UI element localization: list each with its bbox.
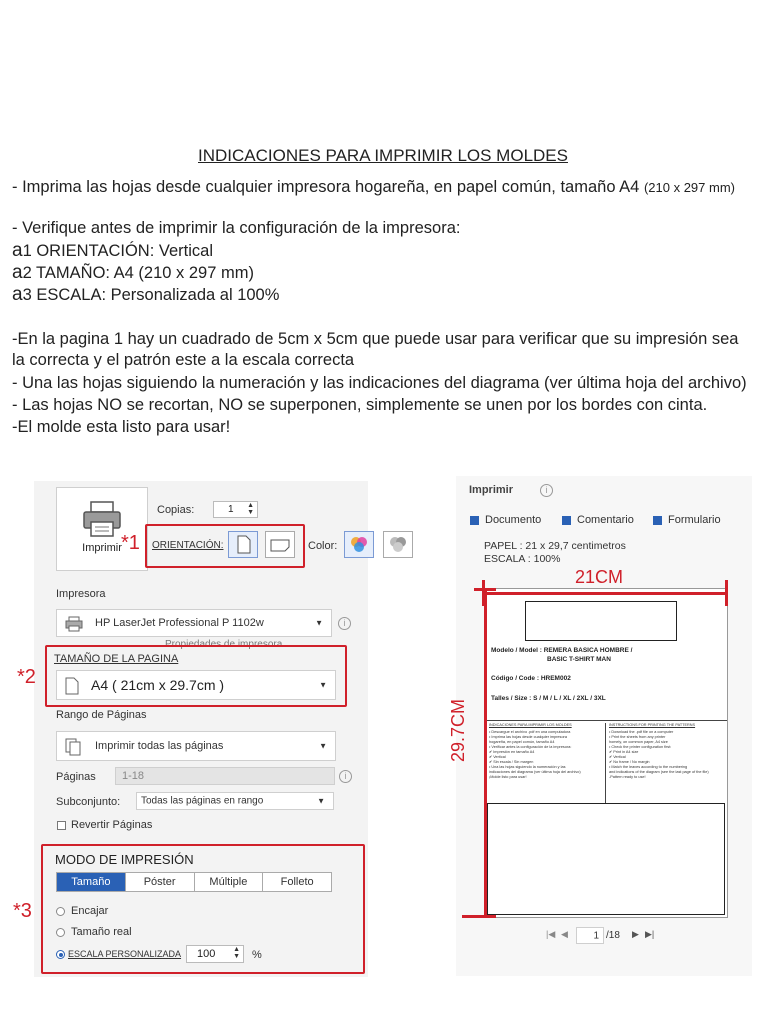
setting-a1-prefix: a — [12, 240, 23, 261]
width-label: 21CM — [575, 567, 624, 587]
en-line: • Download the .pdf file on a computer — [609, 730, 674, 734]
setting-a3 — [12, 284, 279, 306]
page-size-value: A4 ( 21cm x 29.7cm ) — [91, 677, 225, 693]
es-line: ✔ Vertical — [489, 755, 506, 759]
printer-select[interactable] — [56, 609, 332, 637]
print-button[interactable] — [56, 487, 148, 571]
es-heading — [489, 723, 572, 728]
pages-input[interactable] — [115, 767, 335, 785]
custom-scale-stepper[interactable] — [186, 945, 244, 963]
calibration-square — [525, 601, 677, 641]
page-range-select[interactable] — [56, 731, 336, 761]
document-title: INDICACIONES PARA IMPRIMIR LOS MOLDES — [198, 146, 568, 165]
form-checkbox[interactable] — [653, 516, 662, 525]
es-line: ¡Molde listo para usar! — [489, 775, 527, 779]
setting-a2-prefix: a — [12, 262, 23, 283]
es-line: ✔ Impresión en tamaño A4 — [489, 750, 535, 754]
model-line-2: BASIC T-SHIRT MAN — [547, 656, 611, 663]
paragraph-1a: -En la pagina 1 hay un cuadrado de 5cm x 5cm que puede usar para verificar que su impresión sea — [12, 330, 739, 348]
es-line: • Imprima las hojas desde cualquier impresora — [489, 735, 567, 739]
page-range-value: Imprimir todas las páginas — [95, 740, 224, 752]
printer-properties-link[interactable]: Propiedades de impresora — [165, 639, 283, 650]
setting-a1 — [12, 240, 213, 262]
paper-size-info: PAPEL : 21 x 29,7 centimetros — [484, 540, 626, 552]
paragraph-4: -El molde esta listo para usar! — [12, 418, 231, 436]
tab-poster[interactable]: Póster — [125, 873, 194, 891]
setting-a2 — [12, 262, 254, 284]
printer-select-value: HP LaserJet Professional P 1102w — [95, 617, 264, 629]
copies-value: 1 — [228, 504, 234, 515]
en-line: ✔ Vertical — [609, 755, 626, 759]
es-line: • Verificar antes la configuración de la impresora: — [489, 745, 572, 749]
tab-size[interactable]: Tamaño — [57, 873, 125, 891]
height-label: 29.7CM — [448, 698, 469, 763]
caret-down-icon: ▼ — [319, 680, 327, 690]
grayscale-print-button[interactable] — [383, 531, 413, 558]
copies-stepper[interactable] — [213, 501, 258, 518]
page-total: /18 — [606, 930, 620, 941]
page-preview — [484, 588, 728, 918]
instruction-line-1 — [12, 178, 735, 197]
custom-scale-value: 100 — [197, 948, 216, 960]
stepper-arrows-icon[interactable]: ▲ ▼ — [247, 502, 254, 516]
setting-a1-text: 1 ORIENTACIÓN: Vertical — [22, 242, 213, 260]
section-rule — [485, 720, 727, 721]
printer-label: Impresora — [56, 588, 106, 600]
en-line: • Print the sheets from any printer — [609, 735, 666, 739]
printer-small-icon — [65, 616, 83, 632]
en-line: ✔ Print in A4 size — [609, 750, 639, 754]
en-line: homely, on common paper, A4 size — [609, 740, 668, 744]
print-mode-label: MODO DE IMPRESIÓN — [55, 852, 194, 867]
grayscale-circles-icon — [384, 532, 412, 557]
en-line: and indications of the diagram (see the last page of the file) — [609, 770, 709, 774]
last-page-icon[interactable]: ▶| — [645, 929, 655, 939]
page-icon — [65, 677, 79, 695]
info-icon[interactable]: i — [540, 484, 553, 497]
height-dimension-tick-top — [474, 588, 496, 591]
page-number-value: 1 — [593, 930, 599, 941]
comment-label: Comentario — [577, 514, 634, 526]
portrait-page-icon — [229, 532, 257, 557]
paragraph-1b: la correcta y el patrón este a la escala correcta — [12, 351, 355, 369]
code-line: Código / Code : HREM002 — [491, 675, 571, 682]
printer-icon — [81, 500, 123, 538]
height-dimension-line — [484, 588, 487, 918]
subset-label: Subconjunto: — [56, 796, 121, 808]
setting-a3-text: 3 ESCALA: Personalizada al 100% — [22, 286, 280, 304]
comment-checkbox[interactable] — [562, 516, 571, 525]
print-mode-tabs — [56, 872, 332, 892]
setting-a3-prefix: a — [12, 284, 23, 305]
pages-input-value: 1-18 — [122, 770, 145, 782]
step-2-marker: *2 — [17, 666, 36, 688]
step-3-marker: *3 — [13, 900, 32, 922]
page-size-label: TAMAÑO DE LA PAGINA — [54, 653, 179, 665]
model-line-1: Modelo / Model : REMERA BASICA HOMBRE / — [491, 647, 633, 654]
width-dimension-line — [482, 592, 728, 595]
landscape-orientation-button[interactable] — [265, 531, 295, 558]
es-line: • Descargue el archivo .pdf en una computadora — [489, 730, 571, 734]
pages-label: Páginas — [56, 771, 96, 783]
height-dimension-tick-bottom — [462, 915, 496, 918]
orientation-label: ORIENTACIÓN: — [152, 540, 224, 551]
es-line: • Una las hojas siguiendo la numeración y las — [489, 765, 566, 769]
fit-label: Encajar — [71, 905, 109, 917]
document-checkbox[interactable] — [470, 516, 479, 525]
subset-select[interactable] — [136, 792, 334, 810]
page-range-label: Rango de Páginas — [56, 709, 147, 721]
instruction-line-2: - Verifique antes de imprimir la configuración de la impresora: — [12, 219, 461, 237]
es-line: indicaciones del diagrama (ver última hoja del archivo) — [489, 770, 581, 774]
caret-down-icon: ▼ — [317, 796, 325, 806]
reverse-pages-label: Revertir Páginas — [71, 819, 153, 831]
tab-multiple[interactable]: Múltiple — [194, 873, 263, 891]
prev-page-icon[interactable]: ◀ — [561, 929, 568, 939]
setting-a2-text: 2 TAMAÑO: A4 (210 x 297 mm) — [22, 264, 254, 282]
color-label: Color: — [308, 540, 338, 552]
caret-down-icon: ▼ — [315, 618, 323, 628]
fit-radio[interactable] — [56, 907, 65, 916]
scale-info: ESCALA : 100% — [484, 553, 561, 565]
form-label: Formulario — [668, 514, 721, 526]
custom-scale-label: ESCALA PERSONALIZADA — [68, 949, 182, 959]
actual-size-label: Tamaño real — [71, 926, 132, 938]
en-line: • Check the printer configuration first: — [609, 745, 672, 749]
preview-print-label: Imprimir — [469, 484, 514, 496]
page-number-input[interactable] — [576, 927, 604, 944]
es-line: ✔ Sin escala / Sin margen — [489, 760, 534, 764]
next-page-icon[interactable]: ▶ — [632, 929, 639, 939]
en-heading-text: INSTRUCTIONS FOR PRINTING THE PATTERNS — [609, 723, 696, 727]
actual-size-radio[interactable] — [56, 928, 65, 937]
en-heading — [609, 723, 695, 728]
es-heading-text: INDICACIONES PARA IMPRIMIR LOS MOLDES — [489, 723, 572, 727]
document-label: Documento — [485, 514, 542, 526]
landscape-page-icon — [266, 532, 294, 557]
bottom-frame — [487, 803, 725, 915]
page-size-select[interactable] — [56, 670, 336, 700]
paragraph-2: - Una las hojas siguiendo la numeración y las indicaciones del diagrama (ver última hoja del archivo) — [12, 374, 747, 392]
column-divider — [605, 723, 606, 803]
instruction-line-1-text: - Imprima las hojas desde cualquier impresora hogareña, en papel común, tamaño A4 — [12, 178, 640, 196]
step-1-marker: *1 — [121, 532, 140, 554]
info-icon[interactable]: i — [339, 770, 352, 783]
percent-label: % — [252, 949, 262, 961]
en-line: • Match the leaves according to the numbering — [609, 765, 688, 769]
sizes-line: Talles / Size : S / M / L / XL / 2XL / 3XL — [491, 695, 606, 702]
caret-down-icon: ▼ — [319, 741, 327, 751]
custom-scale-radio[interactable] — [56, 950, 65, 959]
first-page-icon[interactable]: |◀ — [546, 929, 556, 939]
subset-value: Todas las páginas en rango — [141, 795, 264, 807]
info-icon[interactable]: i — [338, 617, 351, 630]
instruction-line-1-size: (210 x 297 mm) — [643, 180, 735, 195]
pages-stack-icon — [65, 738, 83, 756]
width-dimension-tick-right — [725, 580, 728, 606]
tab-booklet[interactable]: Folleto — [262, 873, 331, 891]
stepper-arrows-icon[interactable]: ▲ ▼ — [233, 946, 240, 960]
en-line: ✔ No frame / No margin — [609, 760, 650, 764]
reverse-pages-checkbox[interactable] — [57, 821, 66, 830]
print-button-label: Imprimir — [82, 542, 122, 554]
copies-label: Copias: — [157, 504, 195, 516]
paragraph-3: - Las hojas NO se recortan, NO se superponen, simplemente se unen por los bordes con cinta. — [12, 396, 708, 414]
es-line: hogareña, en papel común, tamaño A4 — [489, 740, 555, 744]
color-circles-icon — [345, 532, 373, 557]
portrait-orientation-button[interactable] — [228, 531, 258, 558]
color-print-button[interactable] — [344, 531, 374, 558]
en-line: -Pattern ready to use! — [609, 775, 646, 779]
